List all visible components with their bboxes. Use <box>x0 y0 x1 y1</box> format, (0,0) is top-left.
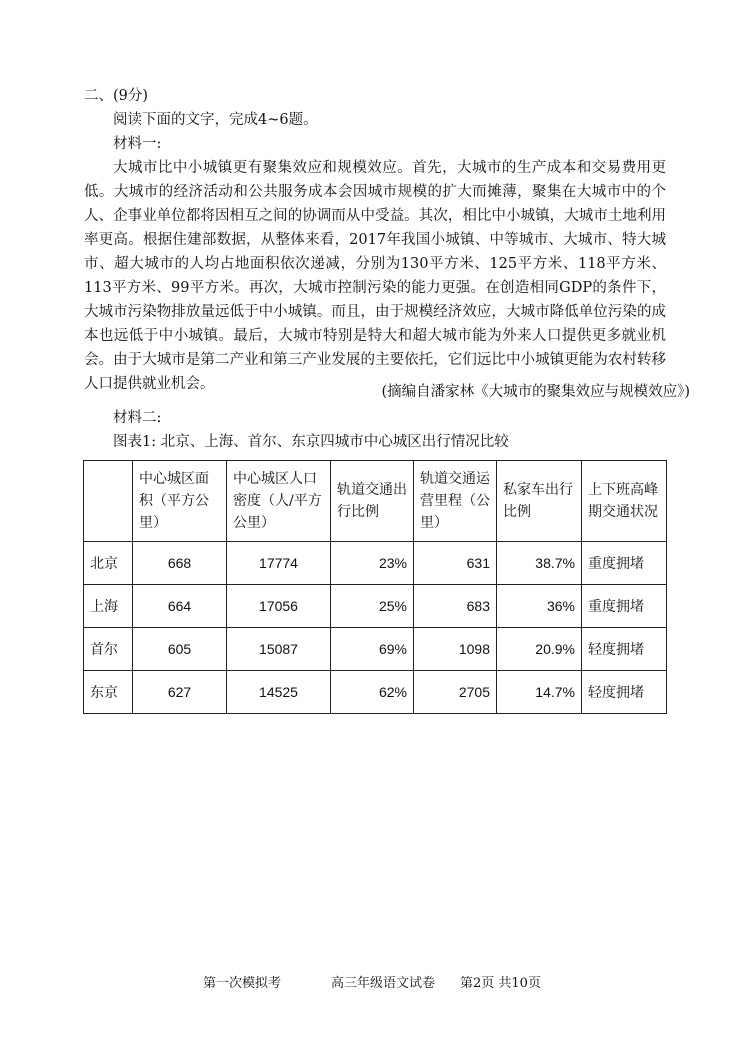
rail-share-cell: 25% <box>331 585 414 628</box>
rail-share-cell: 69% <box>331 628 414 671</box>
congestion-cell: 重度拥堵 <box>582 585 667 628</box>
footer-page: 第2页 共10页 <box>460 976 541 991</box>
area-cell: 605 <box>133 628 227 671</box>
congestion-cell: 重度拥堵 <box>582 542 667 585</box>
rail-length-cell: 631 <box>414 542 497 585</box>
instruction: 阅读下面的文字，完成4~6题。 <box>113 112 318 128</box>
car-share-cell: 36% <box>497 585 582 628</box>
density-cell: 17774 <box>227 542 331 585</box>
rail-length-cell: 1098 <box>414 628 497 671</box>
table-row <box>84 628 667 671</box>
footer-exam: 第一次模拟考 <box>203 976 282 991</box>
table-row <box>84 585 667 628</box>
header-cell: 轨道交通运营里程（公里） <box>414 461 497 542</box>
header-cell <box>84 461 133 542</box>
car-share-cell: 20.9% <box>497 628 582 671</box>
header-cell: 中心城区人口密度（人/平方公里） <box>227 461 331 542</box>
header-cell: 私家车出行比例 <box>497 461 582 542</box>
material2-label: 材料二: <box>113 410 162 426</box>
section-heading: 二、(9分) <box>84 88 149 104</box>
city-cell: 首尔 <box>84 628 133 671</box>
header-cell: 轨道交通出行比例 <box>331 461 414 542</box>
car-share-cell: 38.7% <box>497 542 582 585</box>
density-cell: 15087 <box>227 628 331 671</box>
area-cell: 627 <box>133 671 227 714</box>
area-cell: 664 <box>133 585 227 628</box>
rail-length-cell: 683 <box>414 585 497 628</box>
header-cell: 中心城区面积（平方公里） <box>133 461 227 542</box>
table-header-row <box>84 461 667 542</box>
table-row <box>84 542 667 585</box>
table-row <box>84 671 667 714</box>
congestion-cell: 轻度拥堵 <box>582 671 667 714</box>
congestion-cell: 轻度拥堵 <box>582 628 667 671</box>
travel-comparison-table <box>83 460 667 714</box>
city-cell: 东京 <box>84 671 133 714</box>
density-cell: 14525 <box>227 671 331 714</box>
area-cell: 668 <box>133 542 227 585</box>
city-cell: 上海 <box>84 585 133 628</box>
material1-source: (摘编自潘家林《大城市的聚集效应与规模效应》) <box>381 384 690 400</box>
material1-label: 材料一: <box>113 136 162 152</box>
header-cell: 上下班高峰期交通状况 <box>582 461 667 542</box>
material1-text: 大城市比中小城镇更有聚集效应和规模效应。首先，大城市的生产成本和交易费用更低。大城市的经济活动和公共服务成本会因城市规模的扩大而摊薄，聚集在大城市中的个人、企事业单位都将因相互之间的协调而从中受益。其次，相比中小城镇，大城市土地利用率更高。根据住建部数据，从整体来看，2017年我国小城镇、中等城市、大城市、特大城市、超大城市的人均占地面积依次递减，分别为130平方米、125平方米、118平方米、113平方米、99平方米。再次，大城市控制污染的能力更强。在创造相同GDP的条件下，大城市污染物排放量远低于中小城镇。而且，由于规模经济效应，大城市降低单位污染的成本也远低于中小城镇。最后，大城市特别是特大和超大城市能为外来人口提供更多就业机会。由于大城市是第二产业和第三产业发展的主要依托，它们远比中小城镇更能为农村转移人口提供就业机会。 <box>84 160 666 392</box>
rail-share-cell: 23% <box>331 542 414 585</box>
footer-paper: 高三年级语文试卷 <box>331 976 436 991</box>
car-share-cell: 14.7% <box>497 671 582 714</box>
rail-share-cell: 62% <box>331 671 414 714</box>
material1-body <box>84 156 666 396</box>
rail-length-cell: 2705 <box>414 671 497 714</box>
city-cell: 北京 <box>84 542 133 585</box>
density-cell: 17056 <box>227 585 331 628</box>
table-title: 图表1: 北京、上海、首尔、东京四城市中心城区出行情况比较 <box>113 434 509 450</box>
